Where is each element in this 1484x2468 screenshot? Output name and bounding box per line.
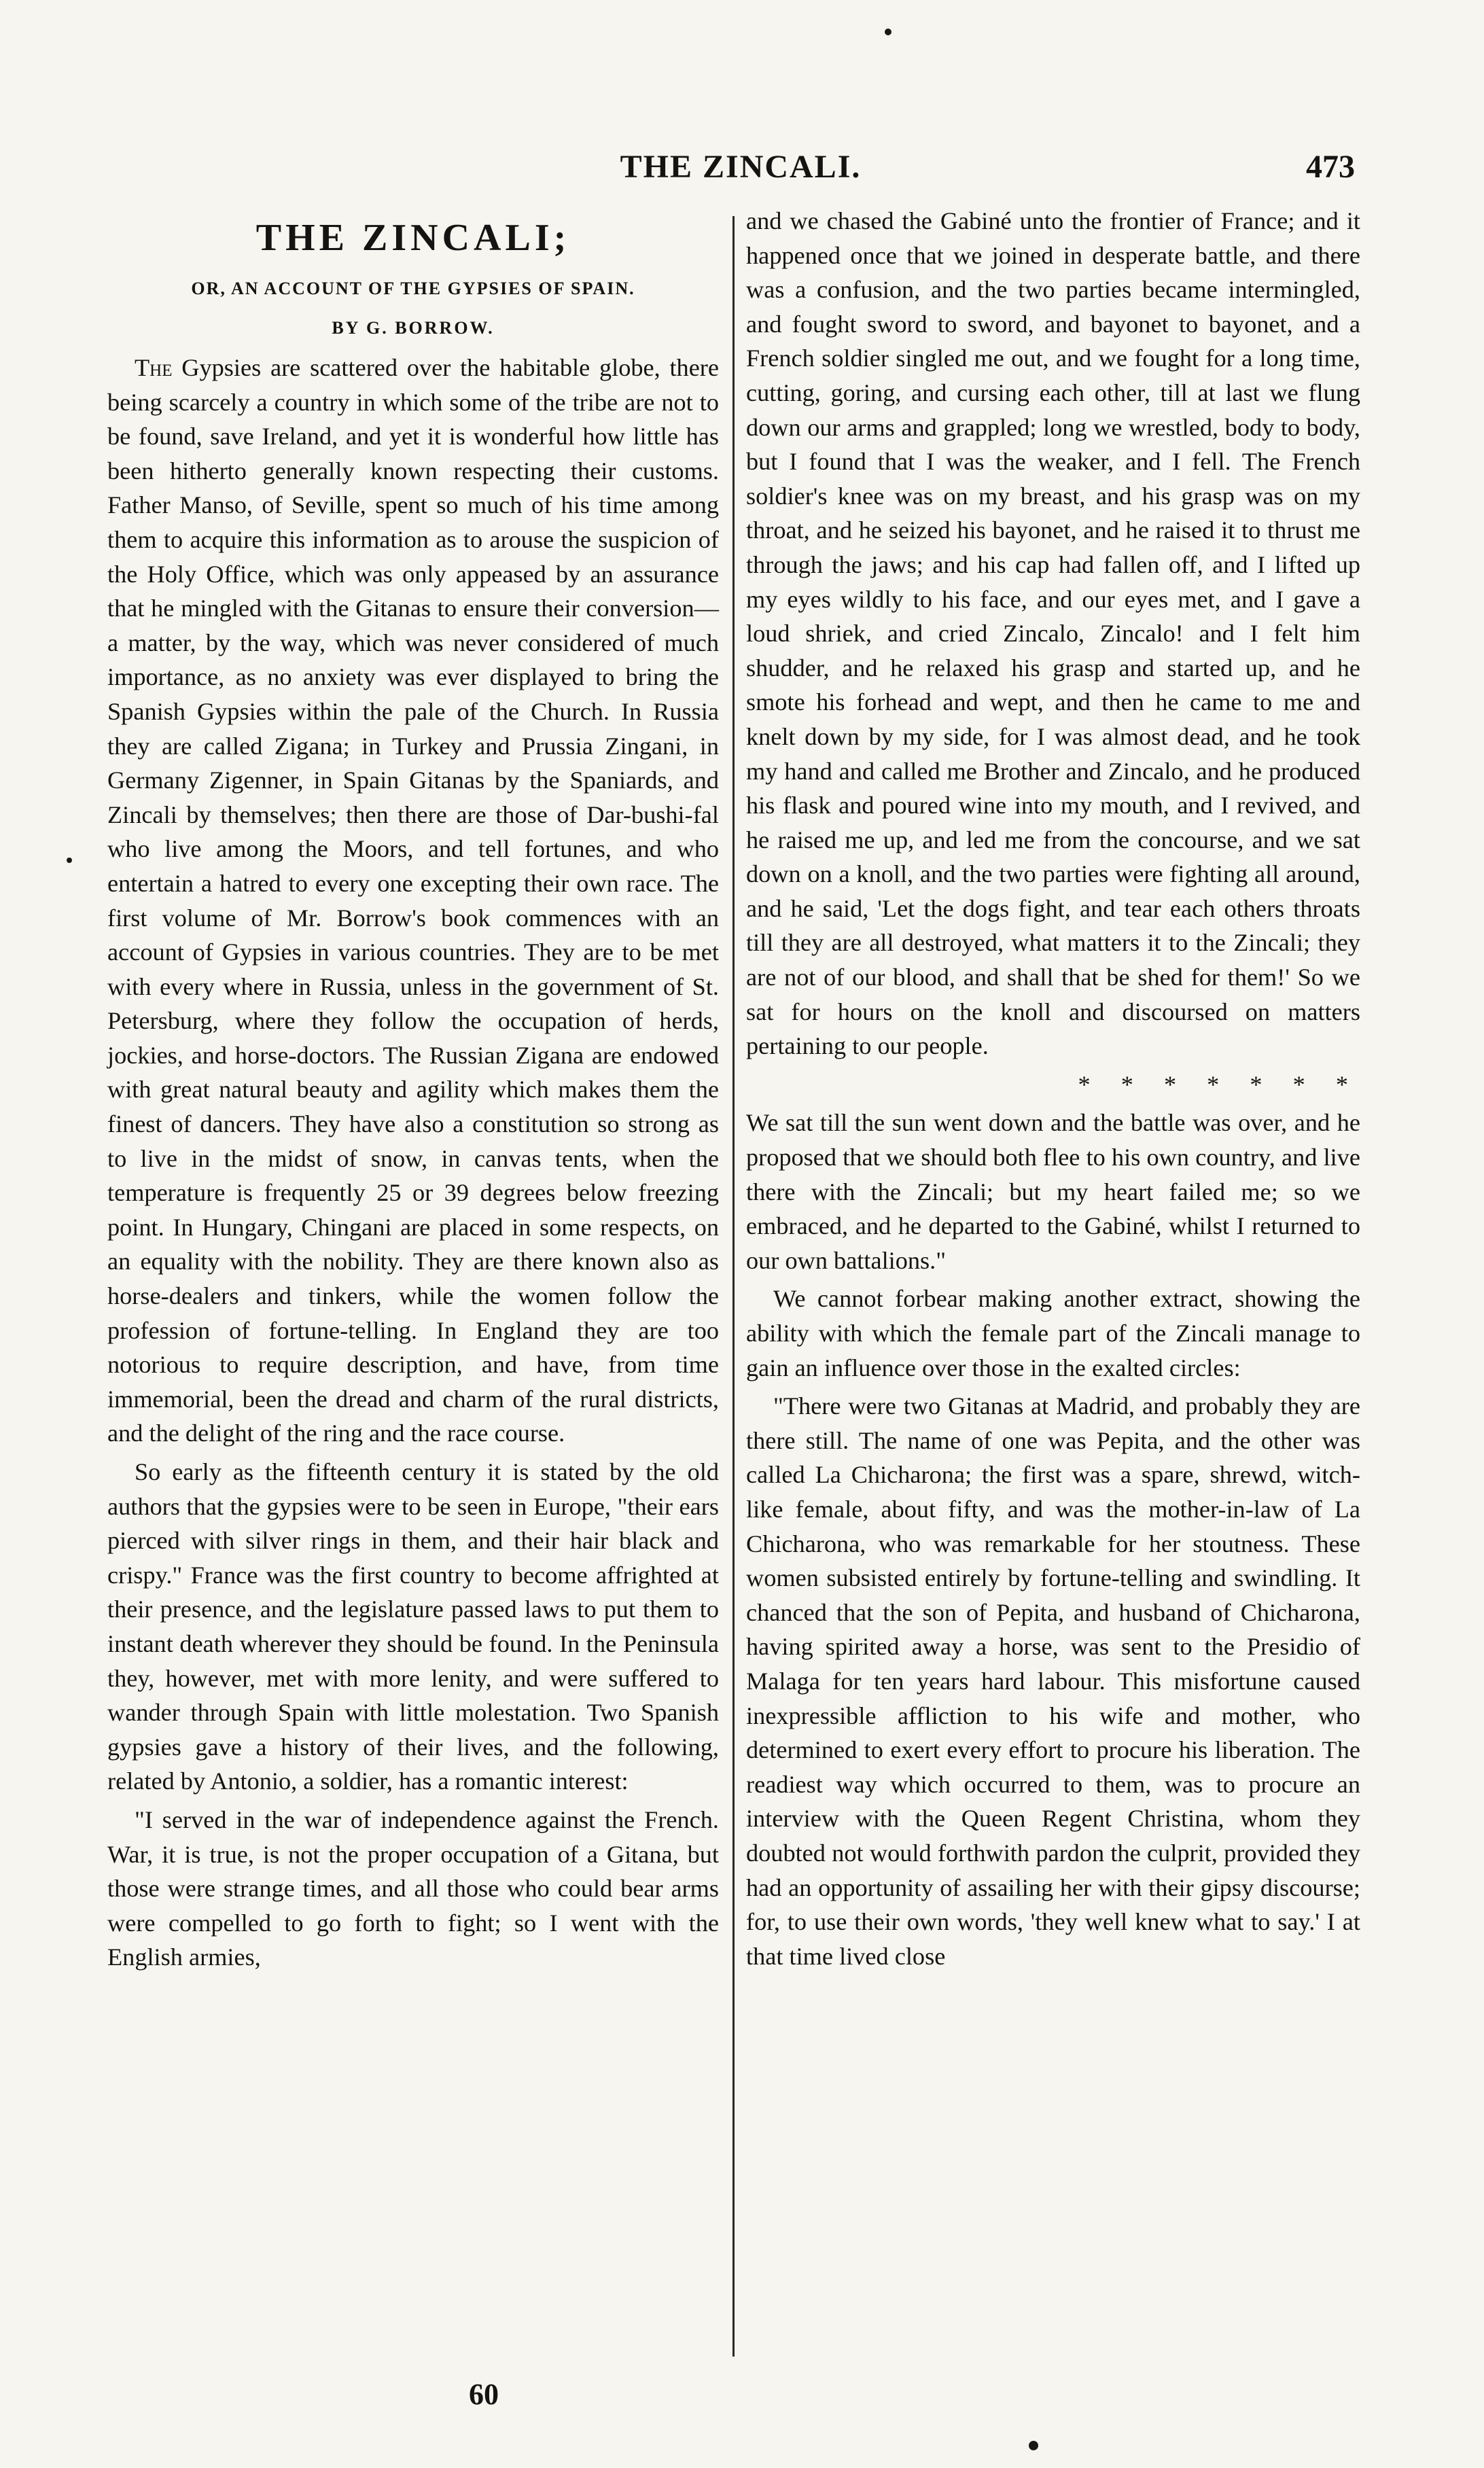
scan-speck xyxy=(1029,2441,1038,2450)
paragraph: We sat till the sun went down and the battle was over, and he proposed that we should both flee to his own country, and live there with the Zincali; but my heart failed me; so we embraced, and he departed to the Gabiné, whilst I returned to our own battalions." xyxy=(746,1109,1360,1274)
column-divider xyxy=(732,216,735,2357)
paragraph: "There were two Gitanas at Madrid, and probably they are there still. The name of one was Pepita, and the other was called La Chicharona; the first was a spare, shrewd, witch-like female, about fifty, and was the mother-in-law of La Chicharona, who was remarkable for her stoutness. These women subsisted entirely by fortune-telling and swindling. It chanced that the son of Pepita, and husband of Chicharona, having spirited away a horse, was sent to the Presidio of Malaga for ten years hard labour. This misfortune caused inexpressible affliction to his wife and mother, who determined to exert every effort to procure his liberation. The readiest way which occurred to them, was to procure an interview with the Queen Regent Christina, whom they doubted not would forthwith pardon the culprit, provided they had an opportunity of assailing her with their gipsy discourse; for, to use their own words, 'they well knew what to say.' I at that time lived close xyxy=(746,1392,1360,1970)
paragraph xyxy=(107,351,719,1451)
article-byline: BY G. BORROW. xyxy=(332,318,495,338)
article-title: THE ZINCALI; xyxy=(255,217,571,259)
paragraph: We cannot forbear making another extract, showing the ability with which the female part of the Zincali manage to gain an influence over those in the exalted circles: xyxy=(746,1285,1360,1381)
running-head: THE ZINCALI. xyxy=(620,149,862,185)
paragraph: So early as the fifteenth century it is stated by the old authors that the gypsies were to be seen in Europe, "their ears pierced with silver rings in them, and their hair black and crispy." France was the first country to become affrighted at their presence, and the legislature passed laws to put them to instant death wherever they should be found. In the Peninsula they, however, met with more lenity, and were suffered to wander through Spain with little molestation. Two Spanish gypsies gave a history of their lives, and the following, related by Antonio, a soldier, has a romantic interest: xyxy=(107,1458,719,1795)
right-column xyxy=(746,204,1360,1973)
paragraph-lead-word: The xyxy=(135,354,173,381)
paragraph: "I served in the war of independence against the French. War, it is true, is not the proper occupation of a Gitana, but those were strange times, and all those who could bear arms were compelled to go forth to fight; so I went with the English armies, xyxy=(107,1805,719,1971)
paragraph-text: Gypsies are scattered over the habitable globe, there being scarcely a country in which some of the tribe are not to be found, save Ireland, and yet it is wonderful how little has been hitherto generally known respecting their customs. Father Manso, of Seville, spent so much of his time among them to acquire this information as to arouse the suspicion of the Holy Office, which was only appeased by an assurance that he mingled with the Gitanas to ensure their conversion—a matter, by the way, which was never considered of much importance, as no anxiety was ever displayed to bring the Spanish Gypsies within the pale of the Church. In Russia they are called Zigana; in Turkey and Prussia Zingani, in Germany Zigenner, in Spain Gitanas by the Spaniards, and Zincali by themselves; then there are those of Dar-bushi-fal who live among the Moors, and tell fortunes, and who entertain a hatred to every one excepting their own race. The first volume of Mr. Borrow's book commences with an account of Gypsies in various countries. They are to be met with every where in Russia, unless in the government of St. Petersburg, where they follow the occupation of herds, jockies, and horse-doctors. The Russian Zigana are endowed with great natural beauty and agility which makes them the finest of dancers. They have also a constitution so strong as to live in the midst of snow, in canvas tents, when the temperature is frequently 25 or 39 degrees below freezing point. In Hungary, Chingani are placed in some respects, on an equality with the nobility. They are there known also as horse-dealers and tinkers, while the women follow the profession of fortune-telling. In England they are too notorious to require description, and have, from time immemorial, been the dread and charm of the rural districts, and the delight of the ring and the race course. xyxy=(107,354,719,1447)
page-number: 473 xyxy=(1306,149,1355,185)
paragraph: and we chased the Gabiné unto the frontier of France; and it happened once that we joined in desperate battle, and there was a confusion, and the two parties became intermingled, and fought sword to sword, and bayonet to bayonet, and a French soldier singled me out, and we fought for a long time, cutting, goring, and cursing each other, till at last we flung down our arms and grappled; long we wrestled, body to body, but I found that I was the weaker, and I fell. The French soldier's knee was on my breast, and his grasp was on my throat, and he seized his bayonet, and he raised it to thrust me through the jaws; and his cap had fallen off, and I lifted up my eyes wildly to his face, and our eyes met, and I gave a loud shriek, and cried Zincalo, Zincalo! and I felt him shudder, and he relaxed his grasp and started up, and he smote his forhead and wept, and then he came to me and knelt down by my side, for I was almost dead, and he took my hand and called me Brother and Zincalo, and he produced his flask and poured wine into my mouth, and I revived, and he raised me up, and led me from the concourse, and we sat down on a knoll, and the two parties were fighting all around, and he said, 'Let the dogs fight, and tear each others throats till they are all destroyed, what matters it to the Zincali; they are not of our blood, and shall that be shed for them!' So we sat for hours on the knoll and discoursed on matters pertaining to our people. xyxy=(746,207,1360,1060)
scan-speck xyxy=(885,29,891,35)
scan-speck xyxy=(67,858,72,863)
article-subtitle: OR, AN ACCOUNT OF THE GYPSIES OF SPAIN. xyxy=(191,279,635,298)
signature-mark: 60 xyxy=(469,2378,499,2411)
left-column xyxy=(107,204,719,1975)
ellipsis-stars: * * * * * * * xyxy=(1078,1070,1360,1098)
